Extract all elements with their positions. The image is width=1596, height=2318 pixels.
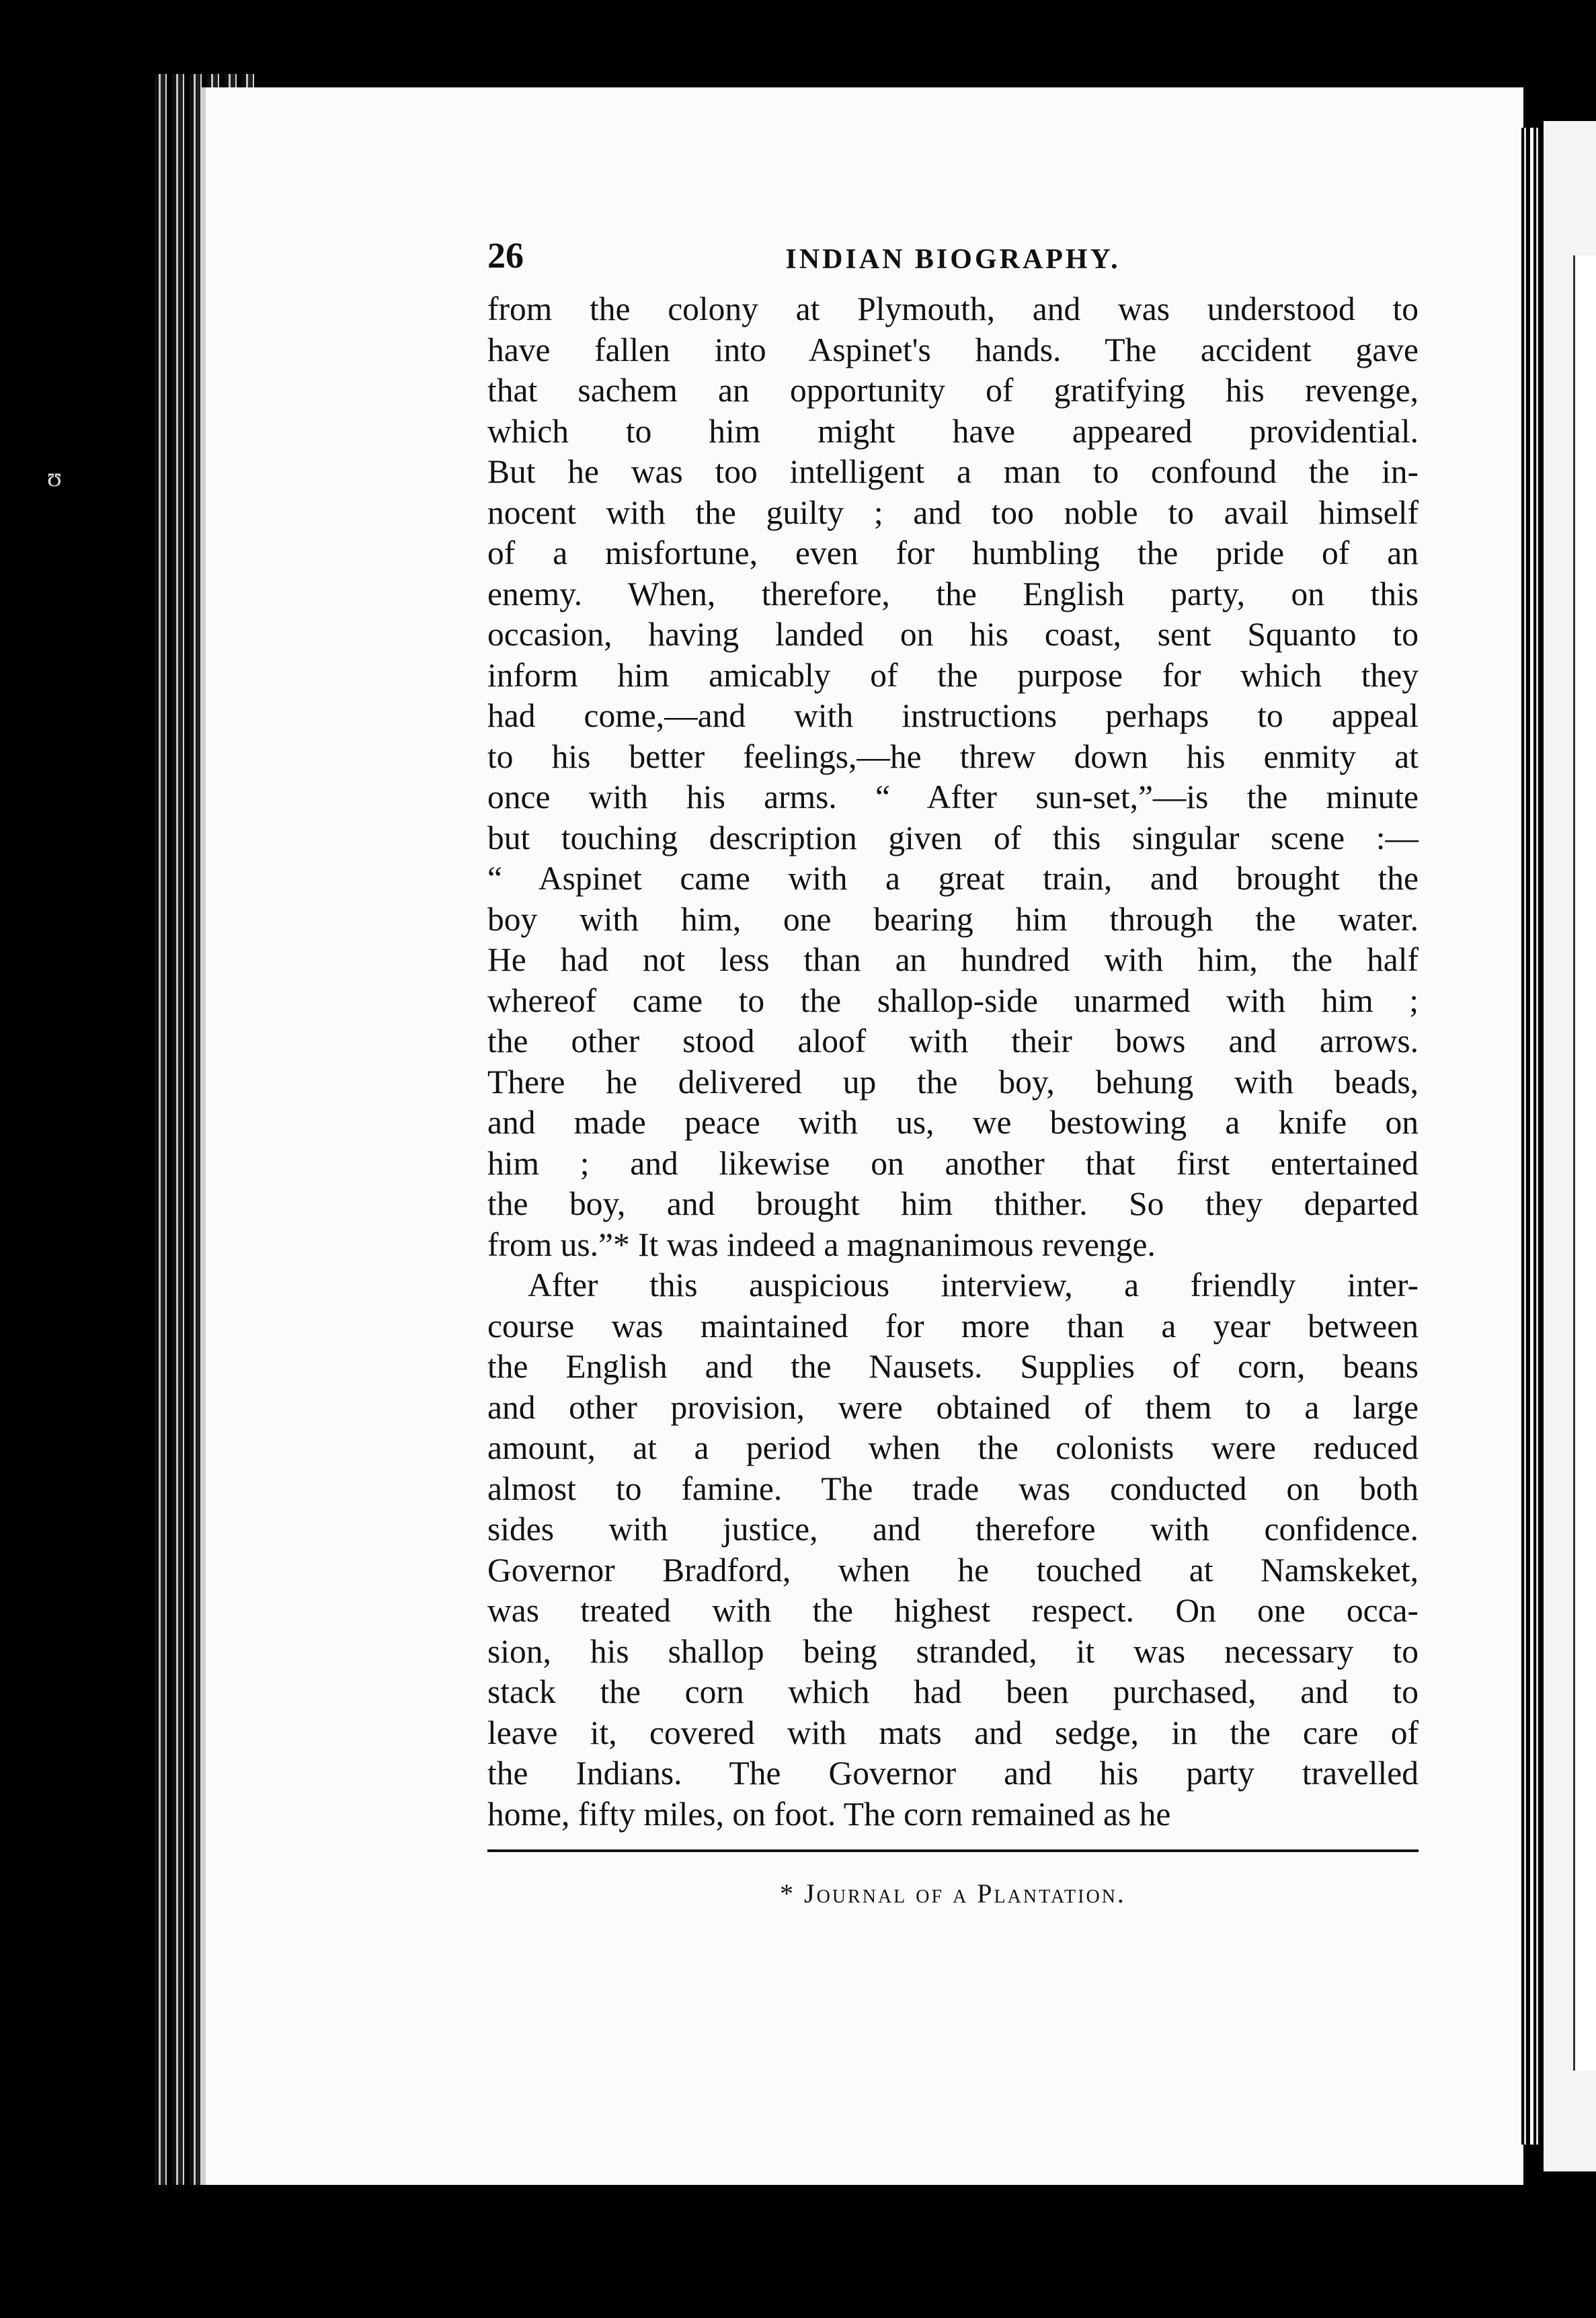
text-line: He had not less than an hundred with him, the half — [487, 941, 1419, 978]
text-line: enemy. When, therefore, the English party, on this — [487, 575, 1419, 612]
text-line: After this auspicious interview, a friendly inter- — [528, 1267, 1419, 1304]
text-line: him ; and likewise on another that first entertained — [487, 1144, 1419, 1182]
paragraph-2 — [487, 1265, 1419, 1835]
text-line: occasion, having landed on his coast, sent Squanto to — [487, 616, 1419, 653]
footnote-rule — [487, 1849, 1419, 1852]
page-header — [487, 229, 1419, 282]
text-line: and made peace with us, we bestowing a knife on — [487, 1104, 1419, 1141]
text-line: the other stood aloof with their bows and arrows. — [487, 1023, 1419, 1060]
text-line: of a misfortune, even for humbling the pride of an — [487, 534, 1419, 571]
text-line: but touching description given of this singular scene :— — [487, 819, 1419, 856]
text-line: course was maintained for more than a year between — [487, 1307, 1419, 1345]
text-line: Governor Bradford, when he touched at Namskeket, — [487, 1551, 1419, 1589]
text-line: stack the corn which had been purchased, and to — [487, 1673, 1419, 1710]
text-line: from the colony at Plymouth, and was understood to — [487, 290, 1419, 327]
text-line: amount, at a period when the colonists were reduced — [487, 1429, 1419, 1466]
text-line: and other provision, were obtained of them to a large — [487, 1388, 1419, 1426]
text-line: the Indians. The Governor and his party travelled — [487, 1755, 1419, 1792]
running-head: INDIAN BIOGRAPHY. — [785, 244, 1121, 275]
text-line: sion, his shallop being stranded, it was necessary to — [487, 1632, 1419, 1670]
adjacent-page-edge — [1573, 255, 1596, 2071]
text-line: nocent with the guilty ; and too noble to avail himself — [487, 493, 1419, 531]
text-line: leave it, covered with mats and sedge, in the care of — [487, 1714, 1419, 1751]
body-text — [487, 289, 1419, 1835]
text-line: “ Aspinet came with a great train, and brought the — [487, 860, 1419, 897]
page-text-block — [487, 229, 1419, 1909]
text-line: the English and the Nausets. Supplies of corn, beans — [487, 1348, 1419, 1385]
text-line: There he delivered up the boy, behung with beads, — [487, 1063, 1419, 1101]
page-right-edge — [1518, 128, 1538, 2145]
text-line: inform him amicably of the purpose for which they — [487, 656, 1419, 694]
text-line: the boy, and brought him thither. So they departed — [487, 1185, 1419, 1222]
margin-blemish: ʊ — [47, 462, 62, 492]
footnote: * Journal of a Plantation. — [780, 1878, 1126, 1909]
text-line: to his better feelings,—he threw down his enmity at — [487, 737, 1419, 775]
text-line: that sachem an opportunity of gratifying his revenge, — [487, 372, 1419, 409]
text-line: whereof came to the shallop-side unarmed with him ; — [487, 982, 1419, 1019]
text-line: home, fifty miles, on foot. The corn remained as he — [487, 1795, 1171, 1833]
text-line: But he was too intelligent a man to confound the in- — [487, 453, 1419, 490]
text-line: was treated with the highest respect. On one occa- — [487, 1592, 1419, 1629]
text-line: have fallen into Aspinet's hands. The accident gave — [487, 331, 1419, 368]
text-line: boy with him, one bearing him through the water. — [487, 900, 1419, 938]
text-line: had come,—and with instructions perhaps to appeal — [487, 697, 1419, 734]
page-number: 26 — [487, 235, 524, 276]
text-line: sides with justice, and therefore with confidence. — [487, 1511, 1419, 1548]
text-line: almost to famine. The trade was conducted on both — [487, 1470, 1419, 1507]
text-line: from us.”* It was indeed a magnanimous revenge. — [487, 1226, 1156, 1263]
text-line: once with his arms. “ After sun-set,”—is the minute — [487, 778, 1419, 815]
paragraph-1 — [487, 289, 1419, 1265]
text-line: which to him might have appeared providential. — [487, 412, 1419, 450]
